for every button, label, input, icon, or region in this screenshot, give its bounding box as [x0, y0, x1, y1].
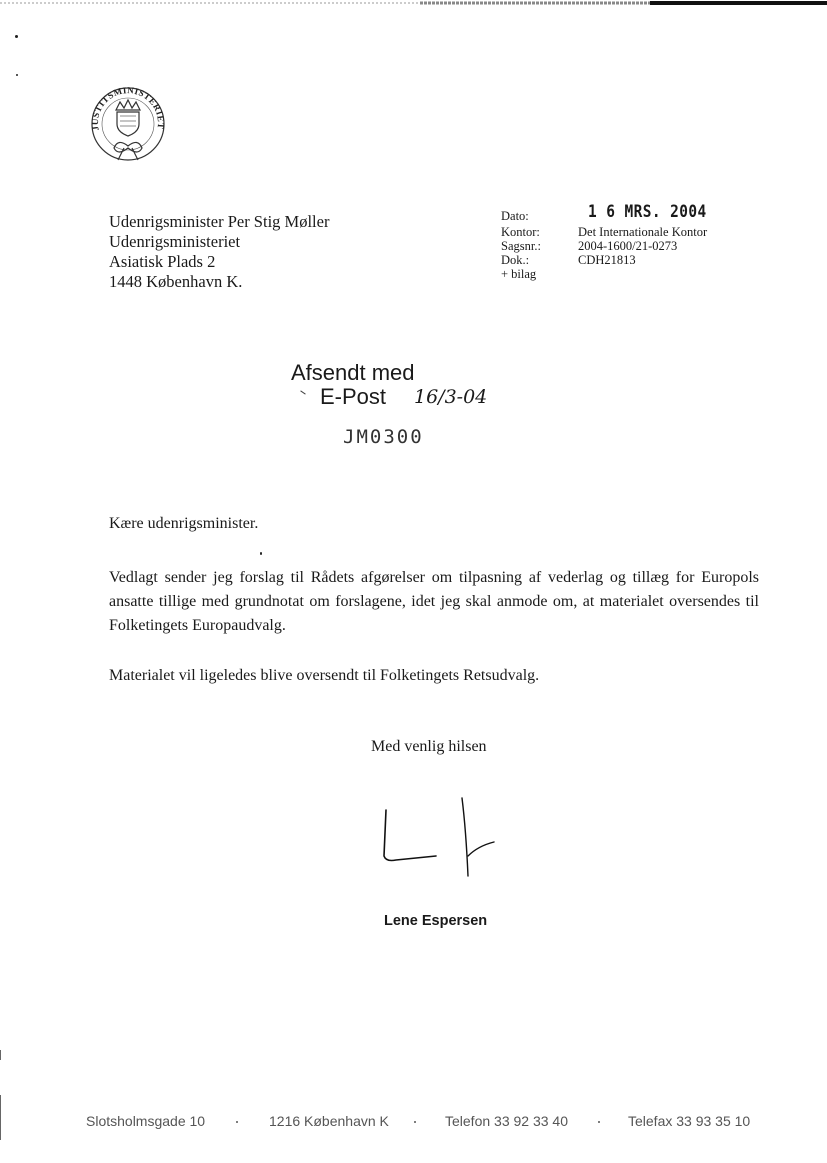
- footer-separator: [236, 1121, 238, 1123]
- footer-postal: 1216 København K: [269, 1113, 389, 1129]
- sent-stamp-line2: E-Post: [320, 384, 387, 409]
- recipient-street: Asiatisk Plads 2: [109, 252, 216, 271]
- svg-text:JUSTITSMINISTERIET: [90, 85, 166, 131]
- seal-text: JUSTITSMINISTERIET: [89, 85, 167, 132]
- scan-speck: [260, 552, 262, 555]
- recipient-address: [109, 212, 329, 292]
- footer-phone: Telefon 33 92 33 40: [445, 1113, 568, 1129]
- meta-row-kontor: [501, 225, 707, 239]
- signer-name: Lene Espersen: [384, 913, 488, 929]
- footer-separator: [598, 1121, 600, 1123]
- kontor-value: Det Internationale Kontor: [578, 225, 708, 239]
- stamp-mark: [300, 390, 305, 394]
- sagsnr-label: Sagsnr.:: [501, 239, 541, 253]
- letter-paragraph-2: Materialet vil ligeledes blive oversendt til Folketingets Retsudvalg.: [109, 667, 540, 684]
- sent-stamp-line1: Afsendt med: [291, 360, 415, 385]
- scan-speck: [16, 74, 18, 76]
- recipient-organization: Udenrigsministeriet: [109, 232, 241, 251]
- footer-address: Slotsholmsgade 10: [86, 1113, 206, 1129]
- dato-label: Dato:: [501, 209, 529, 223]
- date-stamp: 1 6 MRS. 2004: [588, 202, 707, 222]
- meta-row-dok: [501, 253, 707, 267]
- footer-fax: Telefax 33 93 35 10: [628, 1113, 751, 1129]
- meta-row-dato: [501, 209, 707, 223]
- kontor-label: Kontor:: [501, 225, 540, 239]
- bilag-label: + bilag: [501, 267, 537, 281]
- journal-number: JM0300: [343, 426, 424, 448]
- meta-row-bilag: [501, 267, 707, 281]
- meta-row-sagsnr: [501, 239, 707, 253]
- closing: Med venlig hilsen: [371, 738, 487, 755]
- handwritten-date: 16/3-04: [414, 386, 488, 408]
- sagsnr-value: 2004-1600/21-0273: [578, 239, 678, 253]
- recipient-city: 1448 København K.: [109, 272, 243, 291]
- scan-edge-mark: [0, 1050, 1, 1060]
- dok-label: Dok.:: [501, 253, 530, 267]
- letter-paragraph-1: Vedlagt sender jeg forslag til Rådets afgørelser om tilpasning af vederlag og tillæg for Europols ansatte tillige med grundnotat om forslagene, idet jeg skal anmode om, at materialet oversendes til Folketingets Europaudvalg.: [109, 569, 759, 634]
- footer-separator: [414, 1121, 416, 1123]
- ministry-seal-icon: [80, 76, 176, 172]
- scan-edge-mark: [0, 1095, 1, 1140]
- salutation: Kære udenrigsminister.: [109, 515, 259, 532]
- scan-top-rule: [0, 0, 827, 8]
- recipient-name: Udenrigsminister Per Stig Møller: [109, 212, 330, 231]
- handwritten-signature: [378, 790, 498, 880]
- dok-value: CDH21813: [578, 253, 636, 267]
- letter-meta: [501, 209, 707, 281]
- scan-speck: [15, 35, 18, 38]
